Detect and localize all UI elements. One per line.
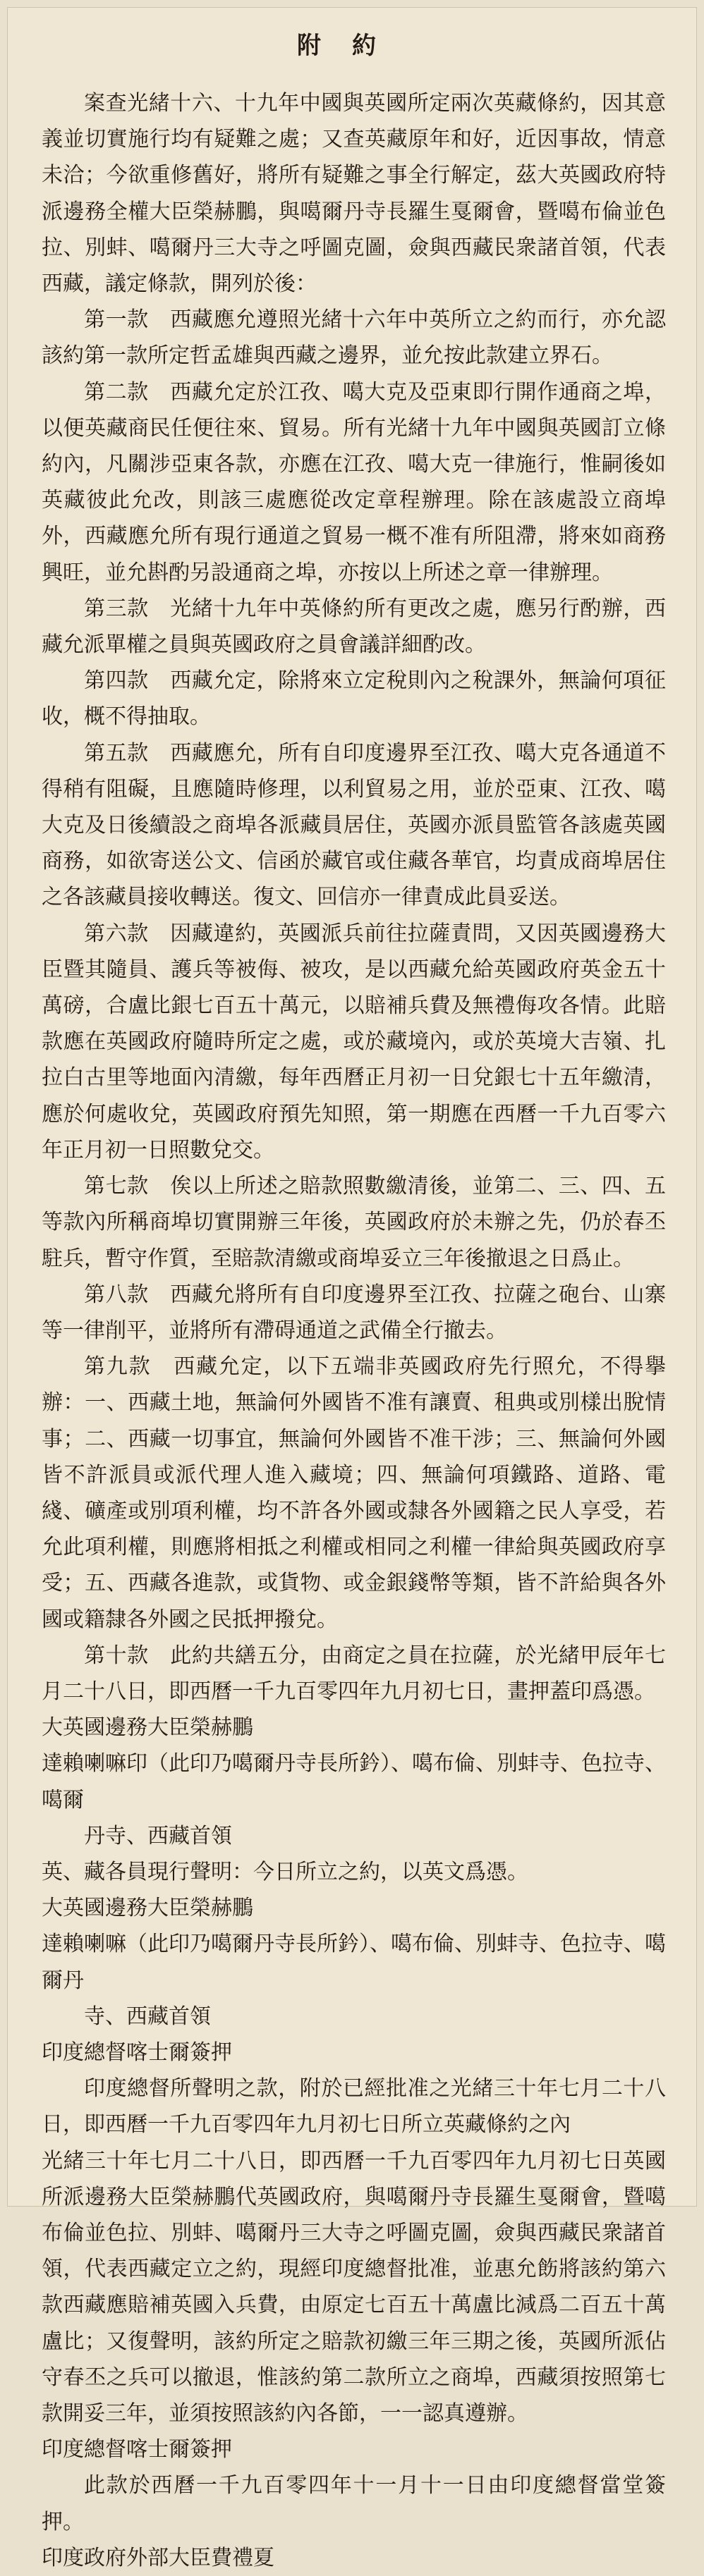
signature-block-3 — [42, 2431, 666, 2467]
article-6: 第六款 因藏違約，英國派兵前往拉薩責問，又因英國邊務大臣暨其隨員、護兵等被侮、被攻，是以西藏允給英國政府英金五十萬磅，合盧比銀七百五十萬元，以賠補兵費及無禮侮攻各情。此賠款應在英國政府隨時所定之處，或於藏境內，或於英境大吉嶺、扎拉白古里等地面內清繳，每年西曆正月初一日兌銀七十五年繳清，應於何處收兌，英國政府預先知照，第一期應在西曆一千九百零六年正月初一日照數兌交。 — [42, 921, 666, 1163]
document-title: 附約 — [297, 32, 407, 60]
viceroy-declaration-heading: 印度總督所聲明之款，附於已經批准之光緒三十年七月二十八日，即西曆一千九百零四年九月初七日所立英藏條約之內 — [42, 2076, 666, 2138]
signatory-line: 寺、西藏首領 — [84, 2004, 211, 2029]
preamble-paragraph: 案查光緒十六、十九年中國與英國所定兩次英藏條約，因其意義並切實施行均有疑難之處；又查英藏原年和好，近因事故，情意未洽；今欲重修舊好，將所有疑難之事全行解定，茲大英國政府特派邊務全權大臣榮赫鵬，與噶爾丹寺長羅生戛爾會，暨噶布倫並色拉、別蚌、噶爾丹三大寺之呼圖克圖，僉與西藏民衆諸首領，代表西藏，議定條款，開列於後： — [42, 91, 666, 297]
signatory-line: 丹寺、西藏首領 — [84, 1823, 232, 1848]
article-4: 第四款 西藏允定，除將來立定稅則內之稅課外，無論何項征收，概不得抽取。 — [42, 668, 666, 730]
article-5: 第五款 西藏應允，所有自印度邊界至江孜、噶大克各通道不得稍有阻礙，且應隨時修理，以利貿易之用，並於亞東、江孜、噶大克及日後續設之商埠各派藏員居住，英國亦派員監管各該處英國商務，如欲寄送公文、信函於藏官或住藏各華官，均責成商埠居住之各該藏員接收轉送。復文、回信亦一律責成此員妥送。 — [42, 740, 666, 910]
signatory-line: 達賴喇嘛（此印乃噶爾丹寺長所鈐）、噶布倫、別蚌寺、色拉寺、噶爾丹 — [42, 1932, 666, 1993]
viceroy-declaration-body: 光緒三十年七月二十八日，即西曆一千九百零四年九月初七日英國所派邊務大臣榮赫鵬代英國政府，與噶爾丹寺長羅生戛爾會，暨噶布倫並色拉、別蚌、噶爾丹三大寺之呼圖克圖，僉與西藏民衆諸首領，代表西藏定立之約，現經印度總督批准，並惠允飭將該約第六款西藏應賠補英國入兵費，由原定七百五十萬盧比減爲二百五十萬盧比；又復聲明，該約所定之賠款初繳三年三期之後，英國所派佔守春丕之兵可以撤退，惟該約第二款所立之商埠，西藏須按照第七款開妥三年，並須按照該約內各節，一一認真遵辦。 — [42, 2148, 666, 2426]
signature-block-1 — [42, 1710, 666, 1854]
final-signatory: 印度政府外部大臣費禮夏 — [42, 2545, 274, 2570]
closing-note: 此款於西曆一千九百零四年十一月十一日由印度總督當堂簽押。 — [42, 2473, 666, 2534]
article-1: 第一款 西藏應允遵照光緒十六年中英所立之約而行，亦允認該約第一款所定哲孟雄與西藏之邊界，並允按此款建立界石。 — [42, 307, 666, 369]
article-10: 第十款 此約共繕五分，由商定之員在拉薩，於光緒甲辰年七月二十八日，即西曆一千九百零四年九月初七日，畫押蓋印爲憑。 — [42, 1643, 666, 1704]
article-3: 第三款 光緒十九年中英條約所有更改之處，應另行酌辦，西藏允派單權之員與英國政府之員會議詳細酌改。 — [42, 596, 666, 658]
signatory-line: 大英國邊務大臣榮赫鵬 — [42, 1715, 253, 1741]
signatory-line: 印度總督喀士爾簽押 — [42, 2040, 232, 2065]
article-8: 第八款 西藏允將所有自印度邊界至江孜、拉薩之砲台、山寨等一律削平，並將所有滯碍通道之武備全行撤去。 — [42, 1282, 666, 1343]
article-9: 第九款 西藏允定，以下五端非英國政府先行照允，不得擧辦：一、西藏土地，無論何外國皆不准有讓賣、租典或別樣出脫情事；二、西藏一切事宜，無論何外國皆不准干涉；三、無論何外國皆不許派員或派代理人進入藏境；四、無論何項鐵路、道路、電綫、礦產或別項利權，均不許各外國或隸各外國籍之民人享受，若允此項利權，則應將相抵之利權或相同之利權一律給與英國政府享受；五、西藏各進款，或貨物、或金銀錢幣等類，皆不許給與各外國或籍隸各外國之民抵押撥兌。 — [42, 1354, 666, 1632]
language-declaration: 英、藏各員現行聲明：今日所立之約，以英文爲憑。 — [42, 1859, 528, 1884]
document-page — [7, 7, 697, 2570]
signatory-line: 印度總督喀士爾簽押 — [42, 2437, 232, 2462]
signatory-line: 達賴喇嘛印（此印乃噶爾丹寺長所鈐）、噶布倫、別蚌寺、色拉寺、噶爾 — [42, 1751, 666, 1813]
signature-block-2 — [42, 1890, 666, 2071]
article-7: 第七款 俟以上所述之賠款照數繳清後，並第二、三、四、五等款內所稱商埠切實開辦三年後，英國政府於未辦之先，仍於春丕駐兵，暫守作質，至賠款清繳或商埠妥立三年後撤退之日爲止。 — [42, 1174, 666, 1271]
signatory-line: 大英國邊務大臣榮赫鵬 — [42, 1896, 253, 1921]
document-body — [42, 85, 666, 2576]
article-2: 第二款 西藏允定於江孜、噶大克及亞東即行開作通商之埠，以便英藏商民任便往來、貿易。所有光緒十九年中國與英國訂立條約內，凡關涉亞東各款，亦應在江孜、噶大克一律施行，惟嗣後如英藏彼此允改，則該三處應從改定章程辦理。除在該處設立商埠外，西藏應允所有現行通道之貿易一概不准有所阻滯，將來如商務興旺，並允斟酌另設通商之埠，亦按以上所述之章一律辦理。 — [42, 379, 666, 585]
